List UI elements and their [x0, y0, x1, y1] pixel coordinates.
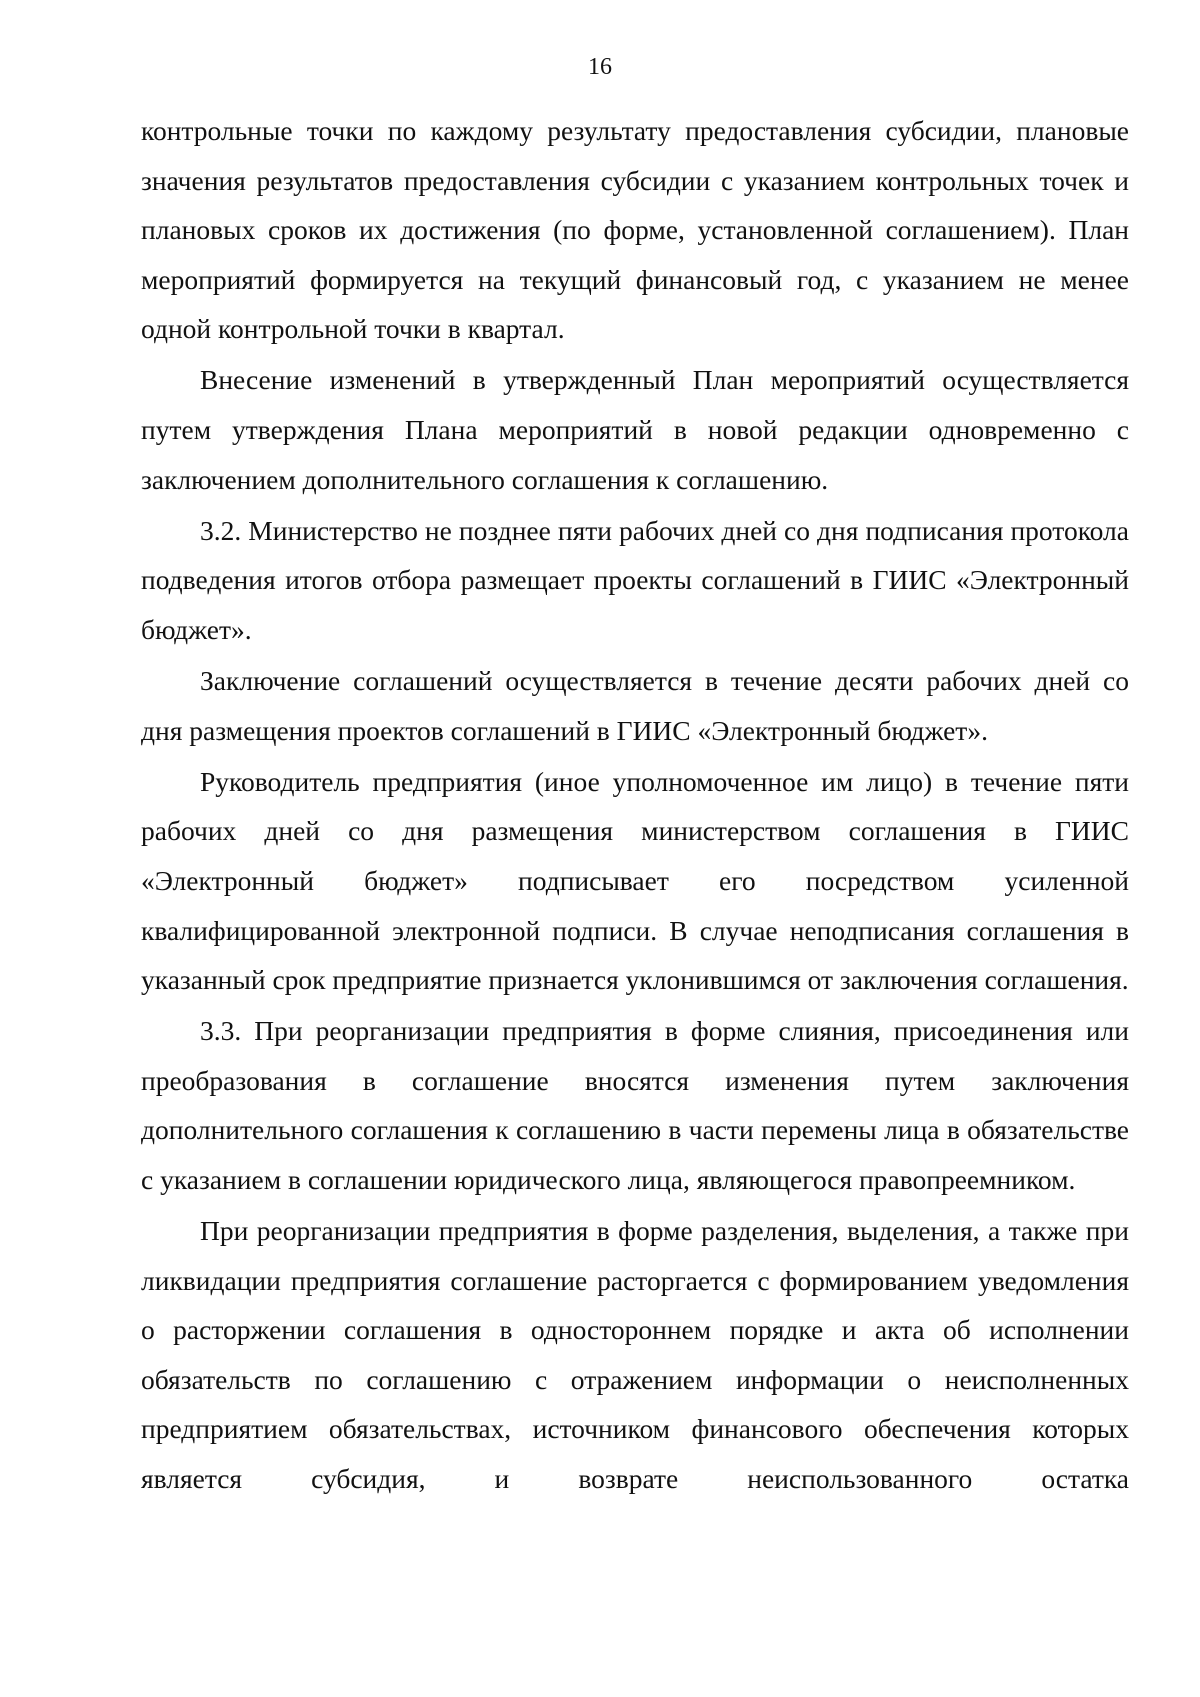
paragraph-liquidation: При реорганизации предприятия в форме разделения, выделения, а также при ликвидации предприятия соглашение расторгается с формированием уведомления о расторжении соглашения в одностороннем порядке и акта об исполнении обязательств по соглашению с отражением информации о неисполненных предприятием обязательствах, источником финансового обеспечения которых является субсидия, и возврате неиспользованного остатка	[141, 1215, 1129, 1495]
paragraph-plan-amendments: Внесение изменений в утвержденный План мероприятий осуществляется путем утверждения Плана мероприятий в новой редакции одновременно с заключением дополнительного соглашения к соглашению.	[141, 364, 1129, 495]
paragraph-agreement-conclusion: Заключение соглашений осуществляется в течение десяти рабочих дней со дня размещения проектов соглашений в ГИИС «Электронный бюджет».	[141, 665, 1129, 746]
paragraph-3-2: 3.2. Министерство не позднее пяти рабочих дней со дня подписания протокола подведения итогов отбора размещает проекты соглашений в ГИИС «Электронный бюджет».	[141, 514, 1129, 645]
paragraph-plan-continuation: контрольные точки по каждому результату предоставления субсидии, плановые значения результатов предоставления субсидии с указанием контрольных точек и плановых сроков их достижения (по форме, установленной соглашением). План мероприятий формируется на текущий финансовый год, с указанием не менее одной контрольной точки в квартал.	[141, 115, 1129, 345]
paragraph-3-3: 3.3. При реорганизации предприятия в форме слияния, присоединения или преобразования в соглашение вносятся изменения путем заключения дополнительного соглашения к соглашению в части перемены лица в обязательстве с указанием в соглашении юридического лица, являющегося правопреемником.	[141, 1015, 1129, 1195]
document-body	[141, 106, 1129, 1504]
paragraph-signing: Руководитель предприятия (иное уполномоченное им лицо) в течение пяти рабочих дней со дня размещения министерством соглашения в ГИИС «Электронный бюджет» подписывает его посредством усиленной квалифицированной электронной подписи. В случае неподписания соглашения в указанный срок предприятие признается уклонившимся от заключения соглашения.	[141, 765, 1129, 996]
page-number: 16	[588, 54, 612, 80]
